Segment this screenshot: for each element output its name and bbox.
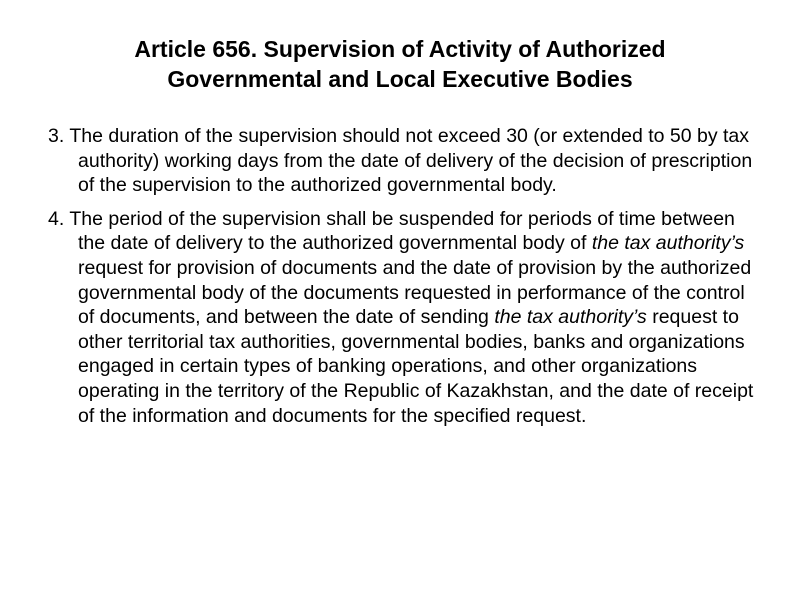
- paragraph-4-italic-2: the tax authority’s: [494, 306, 647, 329]
- paragraph-3: 3. The duration of the supervision should not exceed 30 (or extended to 50 by tax authority) working days from the date of delivery of the decision of prescription of the supervision to the authorized governmental body.: [48, 125, 753, 197]
- paragraph-4-part-c: request to other territorial tax authorities, governmental bodies, banks and organizations engaged in certain types of banking operations, and other organizations operating in the territory of the Republic of Kazakhstan, and the date of receipt of the information and documents for the specified request.: [78, 306, 754, 427]
- paragraph-4-part-a: 4. The period of the supervision shall be suspended for periods of time between the date of delivery to the authorized governmental body of: [48, 207, 735, 255]
- paragraph-4-italic-1: the tax authority’s: [591, 232, 745, 255]
- paragraph-4-part-b: request for provision of documents and the date of provision by the authorized governmental body of the documents requested in performance of the control of documents, and between the date of sending: [78, 256, 752, 329]
- slide-title: [40, 34, 760, 94]
- title-line-2: Governmental and Local Executive Bodies: [167, 66, 633, 92]
- title-line-1: Article 656. Supervision of Activity of Authorized: [134, 36, 666, 62]
- paragraph-4: [48, 207, 764, 428]
- slide-body: [48, 124, 764, 437]
